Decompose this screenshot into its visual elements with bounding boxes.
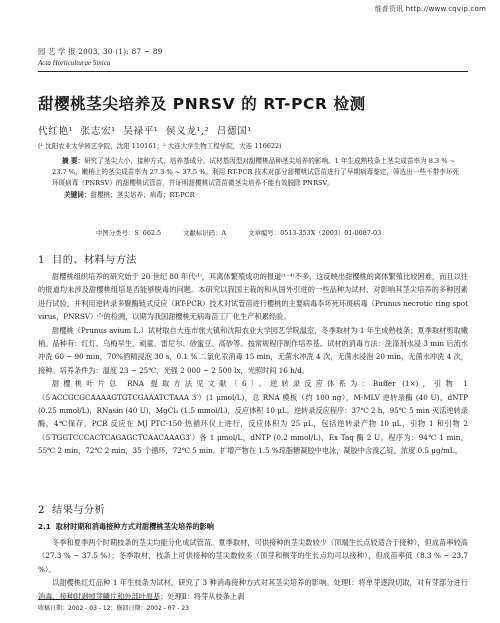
- footnote-dates: 收稿日期：2002 - 03 - 12；修回日期：2002 - 07 - 23: [38, 605, 189, 612]
- article-number: 文章编号：0513-353X（2003）01-0087-03: [248, 229, 382, 237]
- header-rule: [38, 71, 468, 72]
- paragraph: 以甜樱桃红灯品种 1 年生枝条为试材，研究了 3 种消毒接种方式对其茎尖培养的影响。处理Ⅰ：将单芽逐段切取，对有芽部分进行消毒，接种时剥掉芽鳞片和外部叶原基；处理Ⅱ：将芽从枝条上剥: [38, 578, 468, 601]
- section-heading-2: 2 结果与分析: [38, 505, 106, 516]
- journal-citation: 园 艺 学 报 2003, 30 (1): 87 ~ 89: [38, 47, 163, 56]
- paragraph: 冬季和夏季两个时期枝条的茎尖均能分化成试管苗。夏季取材，可供接种的茎尖数较少（顶端生长点较适合于接种），但成苗率较高（27.3 % ~ 37.5 %）；冬季取材，枝条上可供接种的茎尖数较多（顶芽和侧芽的生长点均可以接种），但成苗率低（8.3 % ~ 23.7 %）。: [38, 538, 468, 574]
- abstract-label: 摘 要：: [62, 157, 85, 165]
- doc-code: 文献标识码：A: [183, 229, 227, 237]
- watermark: 维普资讯 http://www.cqvip.com: [374, 5, 486, 13]
- section-2-body: [38, 536, 468, 603]
- journal-name-en: Acta Horticulturae Sinica: [38, 59, 111, 67]
- subsection-heading-2-1: 2.1 取材时期和消毒接种方式对甜樱桃茎尖培养的影响: [38, 522, 214, 531]
- keywords-label: 关键词：: [64, 190, 91, 199]
- keywords: 关键词：甜樱桃；茎尖培养；病毒；RT-PCR: [64, 190, 195, 199]
- authors: 代红艳¹ 张志宏¹ 吴禄平¹ 侯义龙¹,² 吕德国¹: [38, 126, 252, 137]
- clc-number: 中图分类号：S 662.5: [96, 229, 162, 237]
- section-1-body: [38, 270, 468, 458]
- page-title: 甜樱桃茎尖培养及 PNRSV 的 RT-PCR 检测: [38, 95, 366, 113]
- paragraph: 甜樱桃（Prunus avium L.）试材取自大连市旅大镇和沈阳农业大学园艺学院温室，冬季取材为 1 年生成熟枝条；夏季取材剪取嫩梢。品种有：红灯、乌梅早生、顽童、雷尼尔、砂蜜豆、高砂等。按常规程序制作培养基。试材的消毒方法：洗涤剂水浸 3 min 后流水冲洗 60 ~ 90 min，70%酒精浸泡 30 s，0.1 % 二氯化汞消毒 15 min，无菌水冲洗 4 次，无菌水浸泡 20 min，无菌水冲洗 4 次，接种。培养条件为：温度 23 ~ 25℃，光强 2 000 ~ 2 500 lx，光照时间 16 h/d。: [38, 325, 468, 375]
- abstract-text: 摘 要：研究了茎尖大小、接种方式、培养基成分、试材基因型对甜樱桃品种茎尖培养的影响。1 年生成熟枝条上茎尖成苗率为 8.3 % ~ 23.7 %，嫩梢上的茎尖成苗率为 27.3 % ~ 37.5 %。利用 RT-PCR 技术对部分甜樱桃试管苗进行了早期病毒鉴定，筛选出一些不带李坏死环斑病毒（PNRSV）的甜樱桃试管苗，并证明甜樱桃试管苗微茎尖培养不能有效脱除 PNRSV。: [52, 157, 459, 188]
- article-meta: [96, 228, 399, 237]
- paragraph: 甜樱桃组织培养的研究始于 20 世纪 80 年代⁽¹⁾，其离体繁殖成功的报道⁽¹⁻⁴⁾不多，这反映出甜樱桃的离体繁殖比较困难，而且以往的报道均未涉及甜樱桃组培是否能够脱毒的问题。本研究以我国主栽的和从国外引进的一些品种为试材，对影响其茎尖培养的多种因素进行试验，并利用逆转录多聚酶链式反应（RT-PCR）技术对试管苗进行樱桃的主要病毒李坏死环斑病毒（Prunus necrotic ring spot virus，PNRSV）⁽⁵⁾的检测，以期为我国甜樱桃无病毒苗工厂化生产积累经验。: [38, 272, 468, 322]
- affiliation: (¹ 沈阳农业大学园艺学院，沈阳 110161；² 大连大学生物工程学院，大连 116622): [38, 142, 282, 150]
- paragraph: 甜樱桃叶片总 RNA 提取方法见文献〔6〕。逆转录反应体系为：Buffer (1×)，引物 1（5′ACCGCGCAAAAGTGTCGAAATCTAAA 3′）(1 μmol/L)，总 RNA 模板（约 100 ng），M-MLV 逆转录酶 (40 U)，dNTP (0.25 mmol/L)，RNasin (40 U)，MgCl₂ (1.5 mmol/L)，反应体积 10 μL。逆转录反应程序：37℃ 2 h，95℃ 5 min 灭活逆转录酶，4℃保存。PCR 反应在 MJ PTC-150 热循环仪上进行，反应体积为 25 μL，包括逆转录产物 10 μL，引物 1 和引物 2（5′TGGTCCCACTCAGAGCTCAACAAAG3′）各 1 μmol/L，dNTP (0.2 mmol/L)，Ex Taq 酶 2 U。程序为：94℃ 1 min，55℃ 2 min，72℃ 2 min，35 个循环，72℃ 5 min。扩增产物在 1.5 %琼脂糖凝胶中电泳，凝胶中含溴乙锭，浓度 0.5 μg/mL。: [38, 379, 468, 456]
- section-heading-1: 1 目的、材料与方法: [38, 255, 137, 266]
- footnote-rule: [38, 599, 158, 600]
- abstract: [52, 156, 462, 201]
